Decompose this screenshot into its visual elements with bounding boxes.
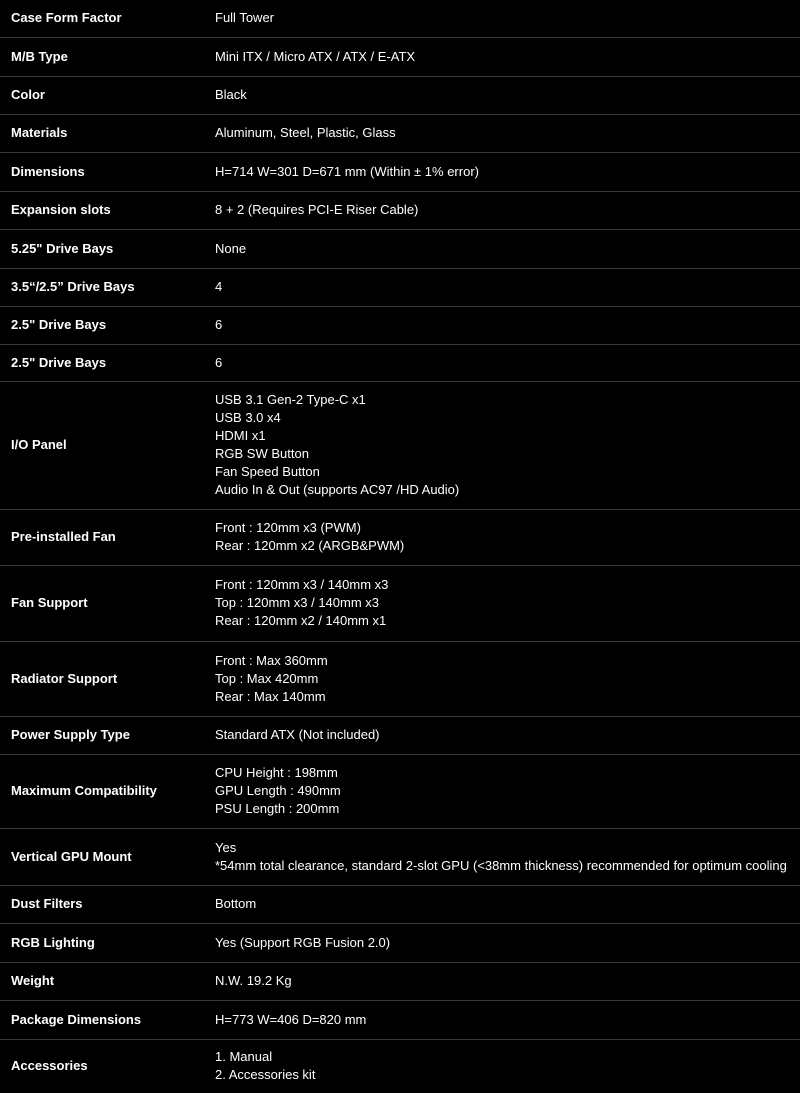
spec-value-line: H=773 W=406 D=820 mm [215, 1011, 367, 1027]
spec-value-line: Fan Speed Button [215, 464, 320, 479]
spec-value-line: Mini ITX / Micro ATX / ATX / E-ATX [215, 48, 416, 64]
spec-row [0, 923, 800, 962]
spec-row [0, 37, 800, 76]
spec-value-line: N.W. 19.2 Kg [215, 973, 292, 988]
spec-value-line: Standard ATX (Not included) [215, 727, 380, 742]
spec-value [204, 565, 800, 641]
spec-value-line: 2. Accessories kit [215, 1066, 316, 1082]
spec-value [204, 37, 800, 76]
spec-label: 3.5“/2.5” Drive Bays [0, 268, 204, 306]
spec-value-line: RGB SW Button [215, 446, 309, 461]
spec-row [0, 114, 800, 152]
spec-value [204, 0, 800, 37]
spec-value-line: Rear : 120mm x2 (ARGB&PWM) [215, 538, 405, 553]
spec-value [204, 344, 800, 381]
spec-value [204, 229, 800, 268]
spec-value-line: PSU Length : 200mm [215, 801, 340, 816]
spec-label: Package Dimensions [0, 1000, 204, 1039]
spec-value [204, 381, 800, 509]
spec-value-line: 1. Manual [215, 1048, 273, 1064]
spec-row [0, 962, 800, 1000]
spec-value-line: Aluminum, Steel, Plastic, Glass [215, 125, 396, 140]
spec-value-line: USB 3.0 x4 [215, 410, 281, 425]
spec-value-line: Audio In & Out (supports AC97 /HD Audio) [215, 482, 460, 497]
spec-value-line: Front : 120mm x3 (PWM) [215, 520, 361, 535]
spec-value-line: Front : 120mm x3 / 140mm x3 [215, 577, 389, 592]
spec-row [0, 152, 800, 191]
spec-row [0, 191, 800, 229]
spec-row [0, 306, 800, 344]
spec-value [204, 641, 800, 716]
spec-label: 2.5" Drive Bays [0, 306, 204, 344]
spec-value-line: 4 [215, 279, 223, 294]
spec-value-line: GPU Length : 490mm [215, 783, 341, 798]
spec-row [0, 0, 800, 37]
spec-value-line: 6 [215, 354, 223, 370]
spec-label: Pre-installed Fan [0, 509, 204, 565]
spec-label: Vertical GPU Mount [0, 828, 204, 885]
spec-value-line: CPU Height : 198mm [215, 765, 338, 780]
spec-value-line: Rear : 120mm x2 / 140mm x1 [215, 613, 387, 628]
spec-value [204, 509, 800, 565]
spec-label: Case Form Factor [0, 0, 204, 37]
spec-label: 5.25" Drive Bays [0, 229, 204, 268]
spec-value-line: Full Tower [215, 10, 275, 26]
spec-value [204, 1039, 800, 1092]
spec-label: I/O Panel [0, 381, 204, 509]
spec-label: Materials [0, 114, 204, 152]
spec-row [0, 229, 800, 268]
spec-label: Fan Support [0, 565, 204, 641]
spec-label: 2.5" Drive Bays [0, 344, 204, 381]
spec-value [204, 962, 800, 1000]
spec-value [204, 76, 800, 114]
spec-value-line: *54mm total clearance, standard 2-slot GPU (<38mm thickness) recommended for optimum cooling [215, 857, 787, 873]
spec-value [204, 828, 800, 885]
spec-row [0, 1000, 800, 1039]
spec-value [204, 152, 800, 191]
spec-label: RGB Lighting [0, 923, 204, 962]
spec-value-line: Rear : Max 140mm [215, 688, 326, 704]
spec-label: Power Supply Type [0, 716, 204, 754]
spec-row [0, 716, 800, 754]
spec-row [0, 828, 800, 885]
spec-value-line: H=714 W=301 D=671 mm (Within ± 1% error) [215, 163, 479, 179]
spec-value-line: Black [215, 87, 247, 102]
spec-row [0, 754, 800, 828]
spec-row [0, 509, 800, 565]
spec-value [204, 923, 800, 962]
spec-value-line: Yes (Support RGB Fusion 2.0) [215, 934, 391, 950]
spec-value-line: Front : Max 360mm [215, 652, 328, 668]
spec-value [204, 114, 800, 152]
spec-value [204, 1000, 800, 1039]
spec-label: Radiator Support [0, 641, 204, 716]
spec-label: Expansion slots [0, 191, 204, 229]
spec-value [204, 268, 800, 306]
spec-row [0, 344, 800, 381]
spec-row [0, 381, 800, 509]
spec-label: Accessories [11, 1057, 88, 1073]
spec-value [204, 754, 800, 828]
spec-value-line: Yes [215, 839, 237, 855]
spec-value [204, 306, 800, 344]
spec-row [0, 641, 800, 716]
spec-label: Maximum Compatibility [0, 754, 204, 828]
spec-value-line: None [215, 240, 247, 256]
spec-value-line: Top : Max 420mm [215, 670, 319, 686]
spec-row [0, 565, 800, 641]
spec-value-line: 8 + 2 (Requires PCI-E Riser Cable) [215, 202, 419, 217]
spec-label: M/B Type [0, 37, 204, 76]
spec-row [0, 268, 800, 306]
spec-label: Dust Filters [0, 885, 204, 923]
spec-row [0, 885, 800, 923]
spec-value [204, 191, 800, 229]
spec-label: Color [0, 76, 204, 114]
spec-value [204, 716, 800, 754]
spec-value-line: USB 3.1 Gen-2 Type-C x1 [215, 392, 366, 407]
spec-label: Weight [0, 962, 204, 1000]
spec-row [0, 1039, 800, 1092]
spec-label: Dimensions [0, 152, 204, 191]
spec-value-line: Bottom [215, 896, 257, 911]
spec-row [0, 76, 800, 114]
spec-value-line: Top : 120mm x3 / 140mm x3 [215, 595, 380, 610]
spec-value-line: 6 [215, 317, 223, 332]
spec-value [204, 885, 800, 923]
spec-value-line: HDMI x1 [215, 428, 266, 443]
